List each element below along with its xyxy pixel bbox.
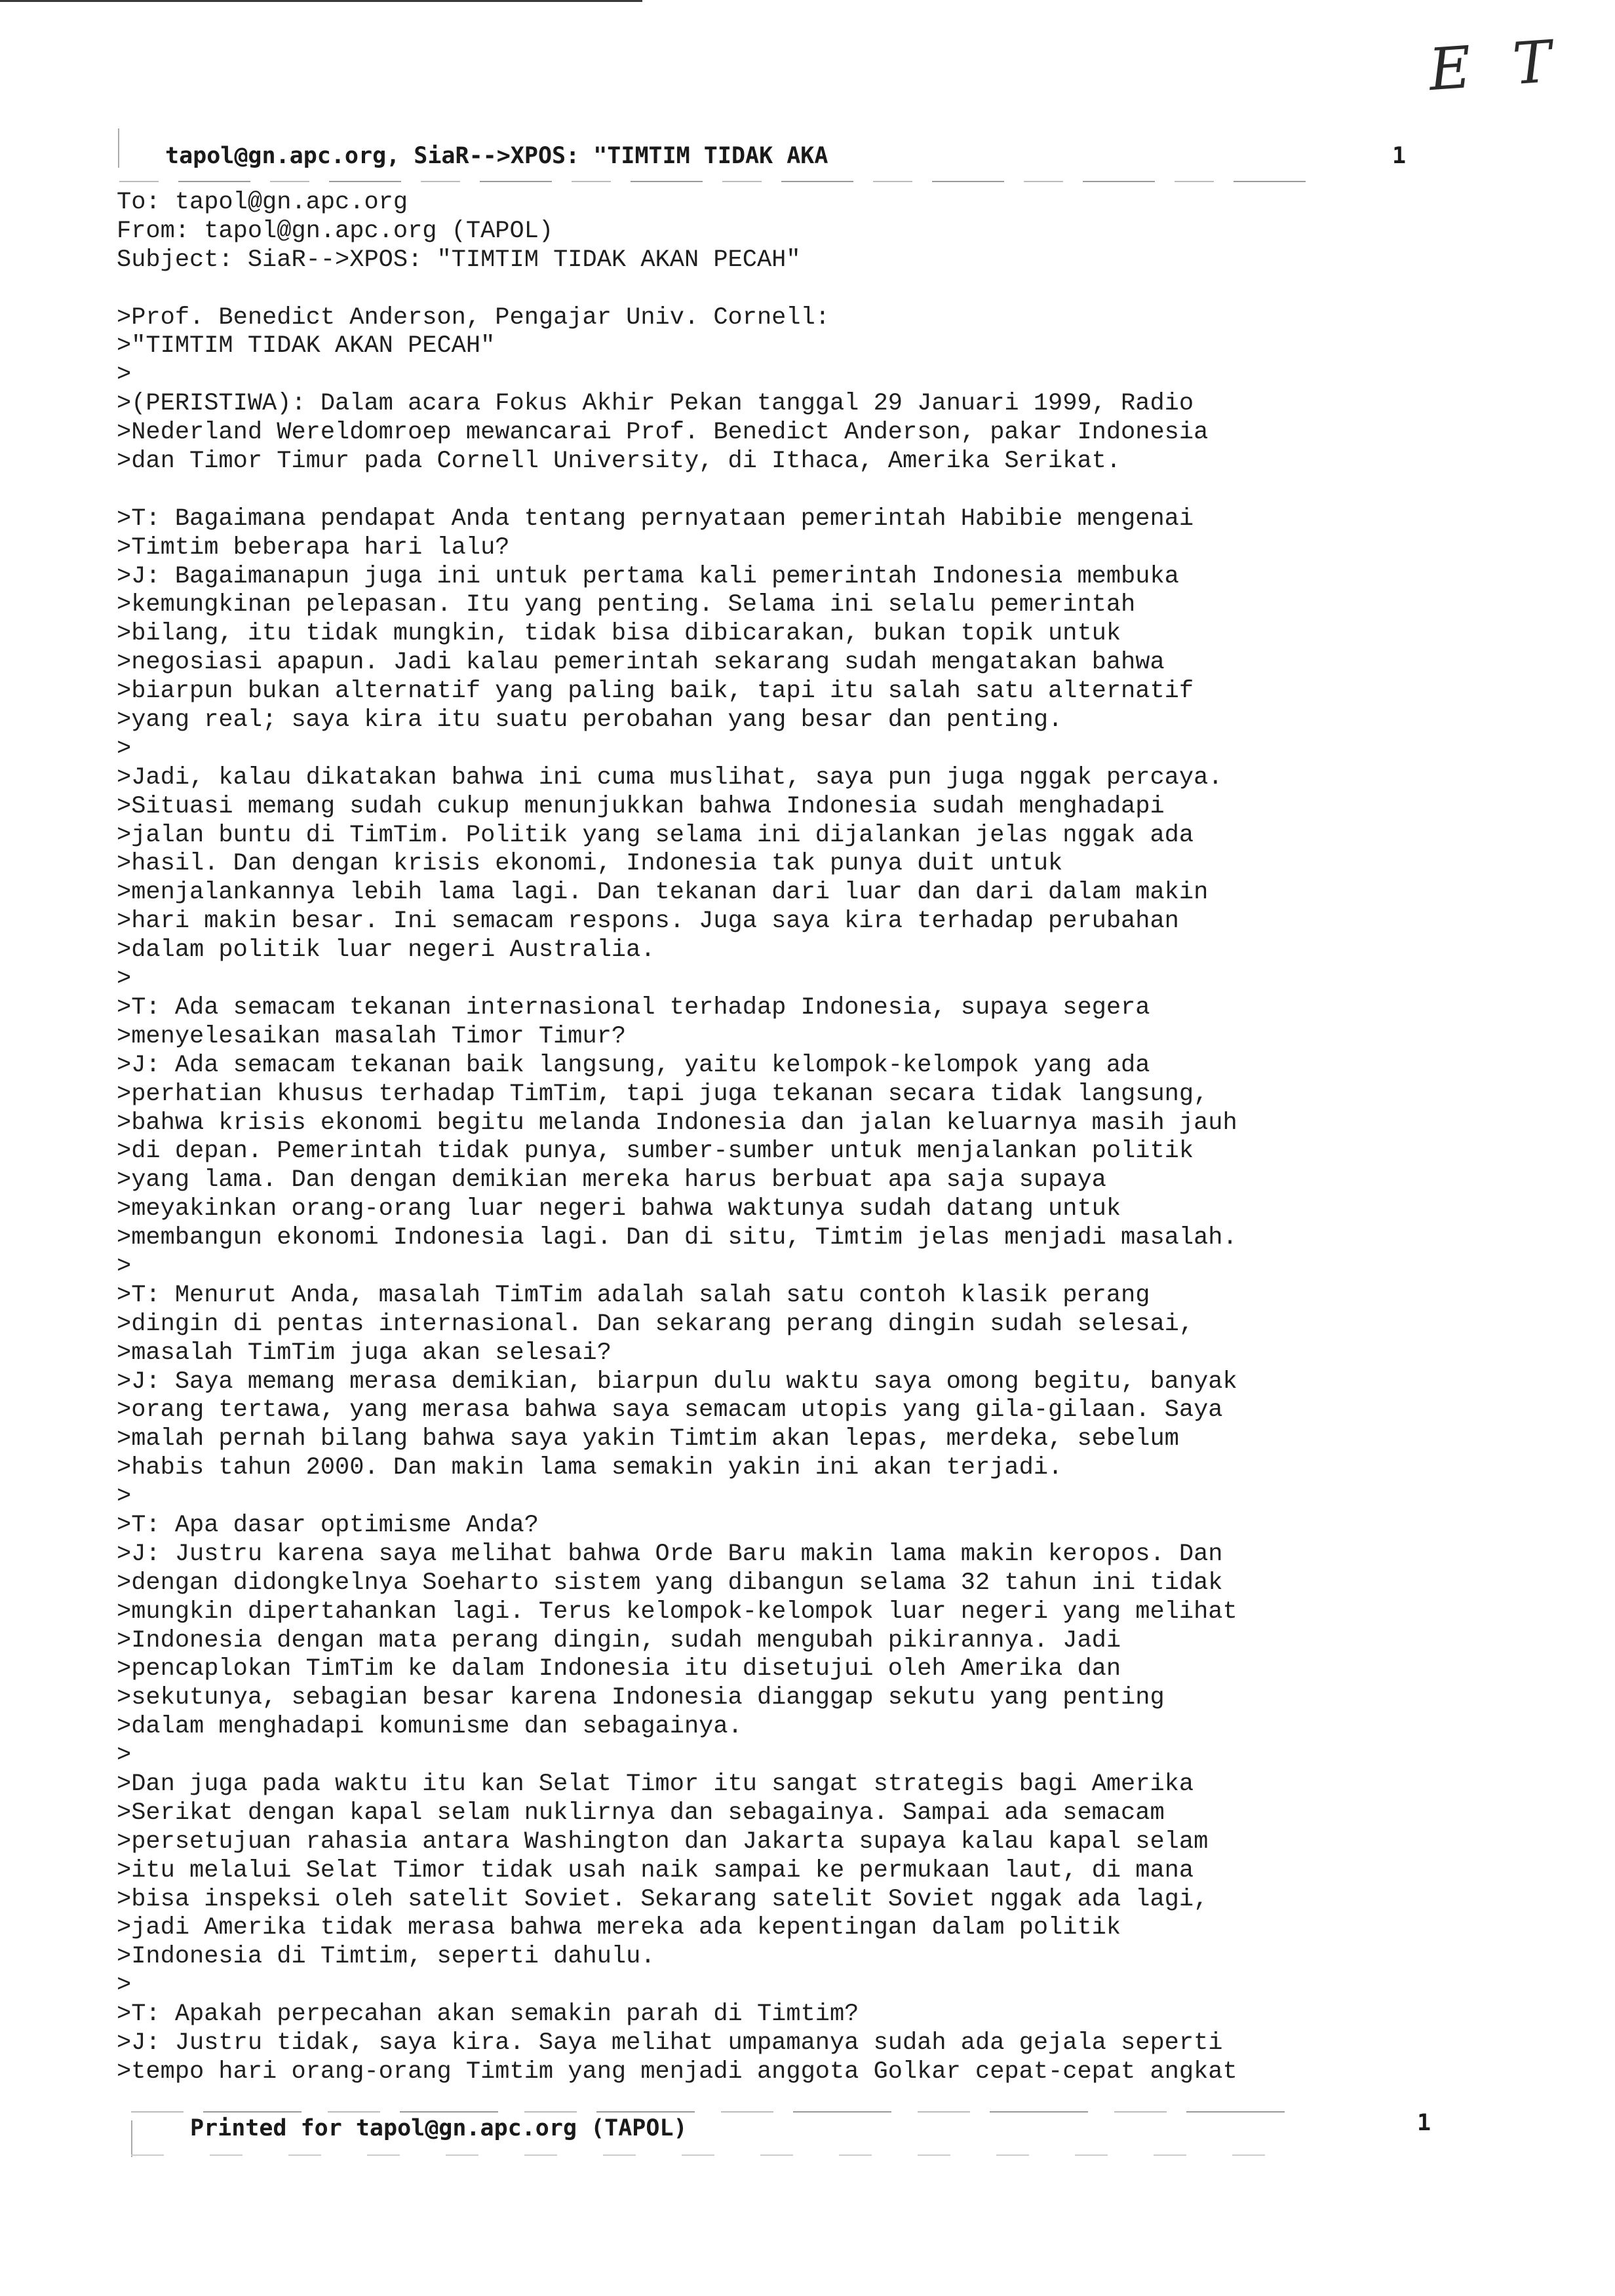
text-line: >meyakinkan orang-orang luar negeri bahwa waktunya sudah datang untuk [117,1195,1121,1223]
email-body [117,189,1585,2087]
text-line: >tempo hari orang-orang Timtim yang menjadi anggota Golkar cepat-cepat angkat [117,2057,1237,2086]
text-line: >Timtim beberapa hari lalu? [117,533,510,562]
handwritten-annotation: E T [1426,26,1566,104]
text-line: >(PERISTIWA): Dalam acara Fokus Akhir Pekan tanggal 29 Januari 1999, Radio [117,390,1194,418]
text-line: >Indonesia dengan mata perang dingin, sudah mengubah pikirannya. Jadi [117,1626,1121,1655]
text-line: >Prof. Benedict Anderson, Pengajar Univ. Cornell: [117,303,830,332]
left-margin-mark-footer [131,2120,132,2157]
text-line: Subject: SiaR-->XPOS: "TIMTIM TIDAK AKAN PECAH" [117,246,801,274]
text-line: >yang lama. Dan dengan demikian mereka harus berbuat apa saja supaya [117,1166,1106,1195]
text-line: > [117,965,132,993]
text-line: >negosiasi apapun. Jadi kalau pemerintah sekarang sudah mengatakan bahwa [117,649,1165,677]
text-line: >bilang, itu tidak mungkin, tidak bisa dibicarakan, bukan topik untuk [117,620,1121,648]
text-line: >Situasi memang sudah cukup menunjukkan bahwa Indonesia sudah menghadapi [117,792,1165,820]
text-line: >J: Ada semacam tekanan baik langsung, yaitu kelompok-kelompok yang ada [117,1051,1150,1079]
left-margin-mark [118,128,119,168]
text-line: >malah pernah bilang bahwa saya yakin Timtim akan lepas, merdeka, sebelum [117,1425,1179,1453]
text-line: >sekutunya, sebagian besar karena Indonesia dianggap sekutu yang penting [117,1684,1165,1712]
text-line: >T: Bagaimana pendapat Anda tentang pernyataan pemerintah Habibie mengenai [117,505,1194,533]
text-line: >itu melalui Selat Timor tidak usah naik sampai ke permukaan laut, di mana [117,1856,1194,1885]
text-line: >dan Timor Timur pada Cornell University, di Ithaca, Amerika Serikat. [117,448,1121,476]
text-line: To: tapol@gn.apc.org [117,189,408,216]
footer-rule-bottom [131,2154,1311,2156]
text-line: >Jadi, kalau dikatakan bahwa ini cuma muslihat, saya pun juga nggak percaya. [117,763,1223,792]
text-line: > [117,735,132,763]
text-line: >J: Bagaimanapun juga ini untuk pertama kali pemerintah Indonesia membuka [117,562,1179,590]
text-line: >T: Ada semacam tekanan internasional terhadap Indonesia, supaya segera [117,993,1150,1022]
text-line: >yang real; saya kira itu suatu perobahan yang besar dan penting. [117,706,1063,735]
text-line: >dalam politik luar negeri Australia. [117,936,655,965]
text-line: > [117,361,132,389]
text-line: >jalan buntu di TimTim. Politik yang selama ini dijalankan jelas nggak ada [117,821,1194,849]
text-line: >jadi Amerika tidak merasa bahwa mereka ada kepentingan dalam politik [117,1914,1121,1942]
text-line: >bahwa krisis ekonomi begitu melanda Indonesia dan jalan keluarnya masih jauh [117,1109,1237,1137]
page-header-title: tapol@gn.apc.org, SiaR-->XPOS: "TIMTIM TIDAK AKA [165,143,828,169]
text-line [117,476,1585,505]
text-line: >Serikat dengan kapal selam nuklirnya dan sebagainya. Sampai ada semacam [117,1799,1165,1827]
text-line: > [117,1252,132,1280]
text-line: > [117,1742,132,1770]
text-line: >persetujuan rahasia antara Washington dan Jakarta supaya kalau kapal selam [117,1827,1209,1856]
text-line: >di depan. Pemerintah tidak punya, sumber-sumber untuk menjalankan politik [117,1138,1194,1166]
scan-edge-line [0,0,642,2]
header-rule [119,181,1325,182]
text-line: >masalah TimTim juga akan selesai? [117,1339,612,1367]
text-line: >membangun ekonomi Indonesia lagi. Dan di situ, Timtim jelas menjadi masalah. [117,1224,1237,1252]
text-line: >Indonesia di Timtim, seperti dahulu. [117,1943,655,1971]
text-line: > [117,1483,132,1511]
footer-page-number: 1 [1417,2110,1431,2136]
footer-rule-top [131,2111,1311,2113]
text-line: > [117,1972,132,2000]
text-line: >J: Justru tidak, saya kira. Saya melihat umpamanya sudah ada gejala seperti [117,2029,1223,2057]
text-line: >dalam menghadapi komunisme dan sebagainya. [117,1713,743,1741]
text-line: >Nederland Wereldomroep mewancarai Prof. Benedict Anderson, pakar Indonesia [117,419,1209,447]
text-line [117,275,1585,304]
text-line: >J: Saya memang merasa demikian, biarpun dulu waktu saya omong begitu, banyak [117,1368,1237,1396]
text-line: >T: Menurut Anda, masalah TimTim adalah salah satu contoh klasik perang [117,1281,1150,1309]
text-line: >"TIMTIM TIDAK AKAN PECAH" [117,332,496,360]
text-line: >menyelesaikan masalah Timor Timur? [117,1022,627,1050]
text-line: >kemungkinan pelepasan. Itu yang penting. Selama ini selalu pemerintah [117,591,1136,619]
text-line: >dengan didongkelnya Soeharto sistem yang dibangun selama 32 tahun ini tidak [117,1569,1223,1597]
text-line: From: tapol@gn.apc.org (TAPOL) [117,217,554,245]
text-line: >J: Justru karena saya melihat bahwa Orde Baru makin lama makin keropos. Dan [117,1540,1223,1568]
text-line: >orang tertawa, yang merasa bahwa saya semacam utopis yang gila-gilaan. Saya [117,1396,1223,1425]
text-line: >perhatian khusus terhadap TimTim, tapi juga tekanan secara tidak langsung, [117,1080,1209,1108]
header-page-number: 1 [1392,143,1407,169]
text-line: >bisa inspeksi oleh satelit Soviet. Sekarang satelit Soviet nggak ada lagi, [117,1885,1209,1913]
text-line: >pencaplokan TimTim ke dalam Indonesia itu disetujui oleh Amerika dan [117,1655,1121,1683]
text-line: >T: Apa dasar optimisme Anda? [117,1511,539,1539]
text-line: >mungkin dipertahankan lagi. Terus kelompok-kelompok luar negeri yang melihat [117,1598,1237,1626]
text-line: >biarpun bukan alternatif yang paling baik, tapi itu salah satu alternatif [117,678,1194,706]
text-line: >Dan juga pada waktu itu kan Selat Timor itu sangat strategis bagi Amerika [117,1770,1194,1798]
text-line: >hari makin besar. Ini semacam respons. Juga saya kira terhadap perubahan [117,908,1179,936]
text-line: >habis tahun 2000. Dan makin lama semakin yakin ini akan terjadi. [117,1454,1063,1482]
page-footer-text: Printed for tapol@gn.apc.org (TAPOL) [190,2115,688,2141]
text-line: >dingin di pentas internasional. Dan sekarang perang dingin sudah selesai, [117,1310,1194,1338]
text-line: >T: Apakah perpecahan akan semakin parah di Timtim? [117,2000,859,2029]
text-line: >menjalankannya lebih lama lagi. Dan tekanan dari luar dan dari dalam makin [117,879,1209,907]
text-line: >hasil. Dan dengan krisis ekonomi, Indonesia tak punya duit untuk [117,850,1063,878]
